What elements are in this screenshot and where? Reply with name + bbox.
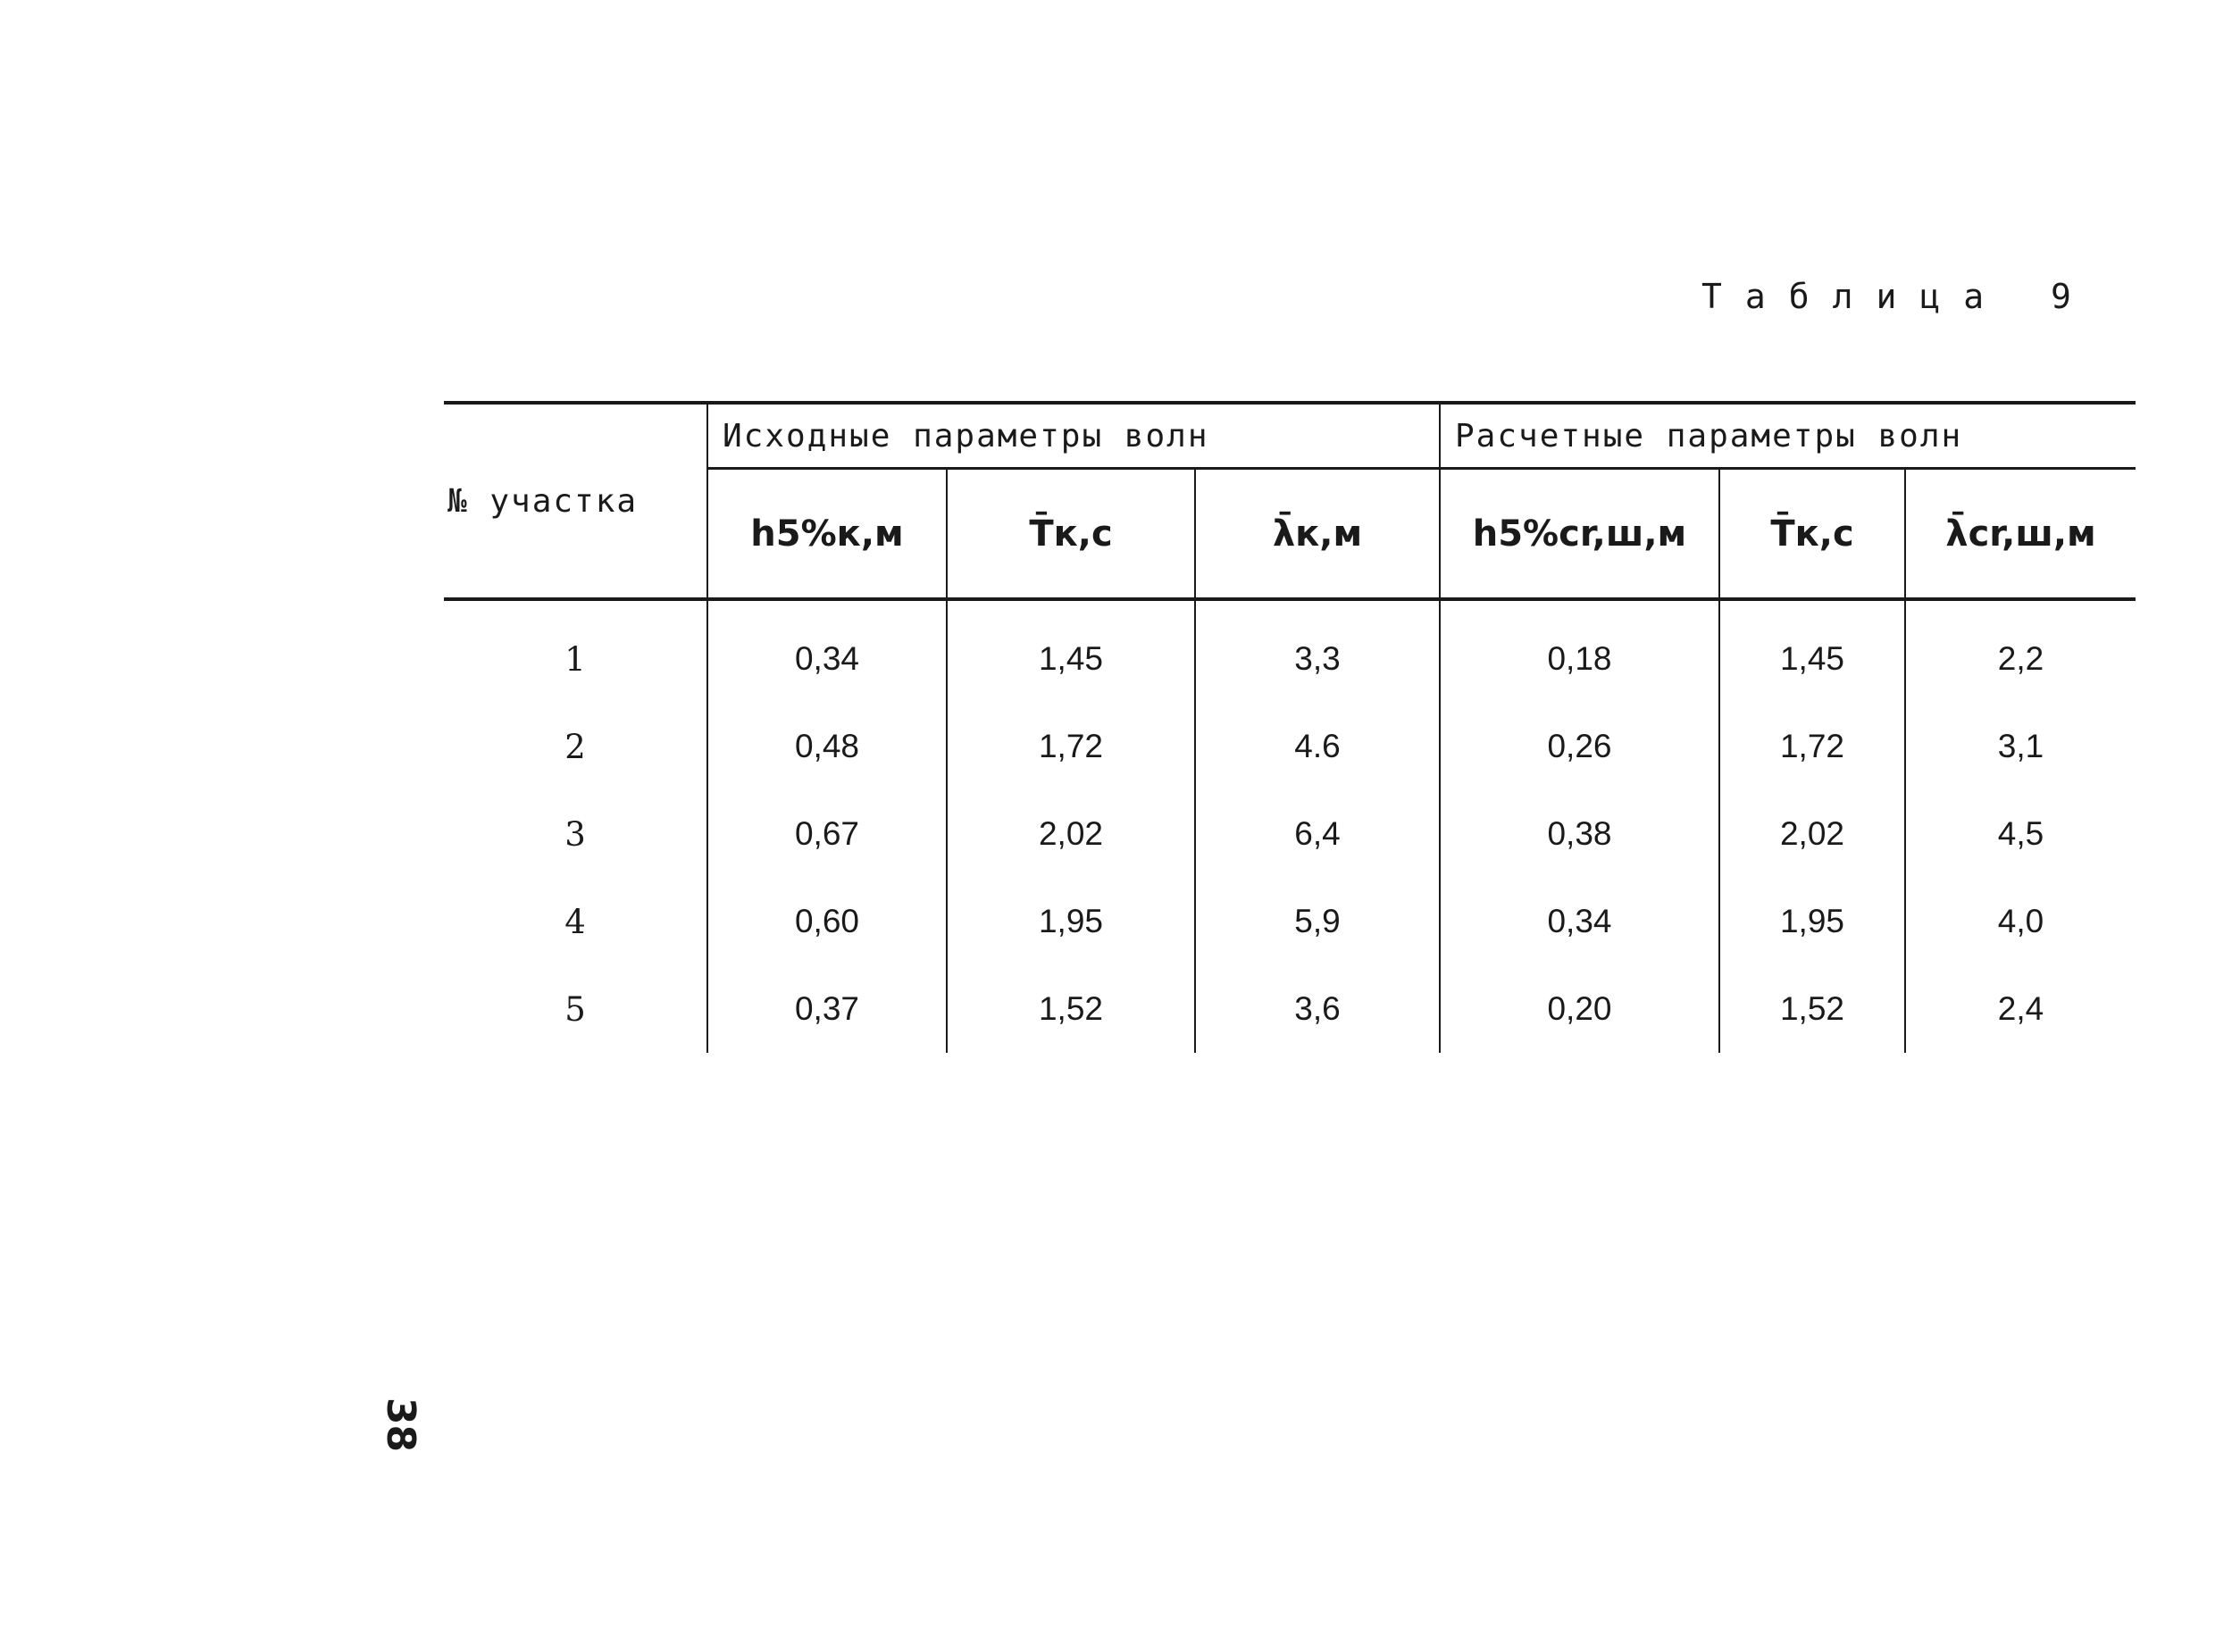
section-number-cell: 2 xyxy=(564,727,586,766)
table-cell: 3,3 xyxy=(1195,599,1440,703)
table-cell: 6,4 xyxy=(1195,790,1440,878)
table-cell: 1,95 xyxy=(947,878,1195,965)
table-cell: 1,72 xyxy=(1719,703,1905,790)
table-cell: 0,67 xyxy=(707,790,947,878)
table-cell: 0,18 xyxy=(1440,599,1719,703)
table-cell: 5,9 xyxy=(1195,878,1440,965)
section-number-cell: 3 xyxy=(564,814,586,854)
initial-parameters-header: Исходные параметры волн xyxy=(707,403,1440,469)
table-cell: 3,1 xyxy=(1905,703,2136,790)
table-cell: 4.6 xyxy=(1195,703,1440,790)
table-cell: 0,48 xyxy=(707,703,947,790)
table-cell: 3,6 xyxy=(1195,965,1440,1053)
table-row xyxy=(444,878,2136,965)
column-header: T̄к,с xyxy=(947,469,1195,600)
table-cell: 1,95 xyxy=(1719,878,1905,965)
table-cell: 1,45 xyxy=(1719,599,1905,703)
table-cell: 0,34 xyxy=(707,599,947,703)
table-row xyxy=(444,965,2136,1053)
table-cell: 0,26 xyxy=(1440,703,1719,790)
table-cell: 2,02 xyxy=(1719,790,1905,878)
table-cell: 4,5 xyxy=(1905,790,2136,878)
table-cell: 1,52 xyxy=(1719,965,1905,1053)
table-cell: 0,38 xyxy=(1440,790,1719,878)
calculated-parameters-header: Расчетные параметры волн xyxy=(1440,403,2136,469)
table-row xyxy=(444,599,2136,703)
section-number-cell: 4 xyxy=(564,902,586,941)
section-number-cell: 1 xyxy=(564,639,586,679)
table-cell: 0,34 xyxy=(1440,878,1719,965)
section-number-cell: 5 xyxy=(564,989,586,1029)
table-caption: Таблица 9 xyxy=(1701,277,2094,316)
table-cell: 1,52 xyxy=(947,965,1195,1053)
table-cell: 2,2 xyxy=(1905,599,2136,703)
page-number: 38 xyxy=(378,1397,424,1453)
column-header: h5%к,м xyxy=(707,469,947,600)
table-cell: 0,20 xyxy=(1440,965,1719,1053)
table-row xyxy=(444,790,2136,878)
section-number-header: № участка xyxy=(444,403,707,599)
table-row xyxy=(444,703,2136,790)
table-cell: 2,4 xyxy=(1905,965,2136,1053)
column-header: λ̄cr,ш,м xyxy=(1905,469,2136,600)
table-cell: 2,02 xyxy=(947,790,1195,878)
column-header: h5%cr,ш,м xyxy=(1440,469,1719,600)
table-cell: 1,45 xyxy=(947,599,1195,703)
table-cell: 0,37 xyxy=(707,965,947,1053)
table-cell: 1,72 xyxy=(947,703,1195,790)
column-header: λ̄к,м xyxy=(1195,469,1440,600)
column-header: T̄к,с xyxy=(1719,469,1905,600)
wave-parameters-table xyxy=(444,401,2136,1053)
table-cell: 0,60 xyxy=(707,878,947,965)
table-cell: 4,0 xyxy=(1905,878,2136,965)
